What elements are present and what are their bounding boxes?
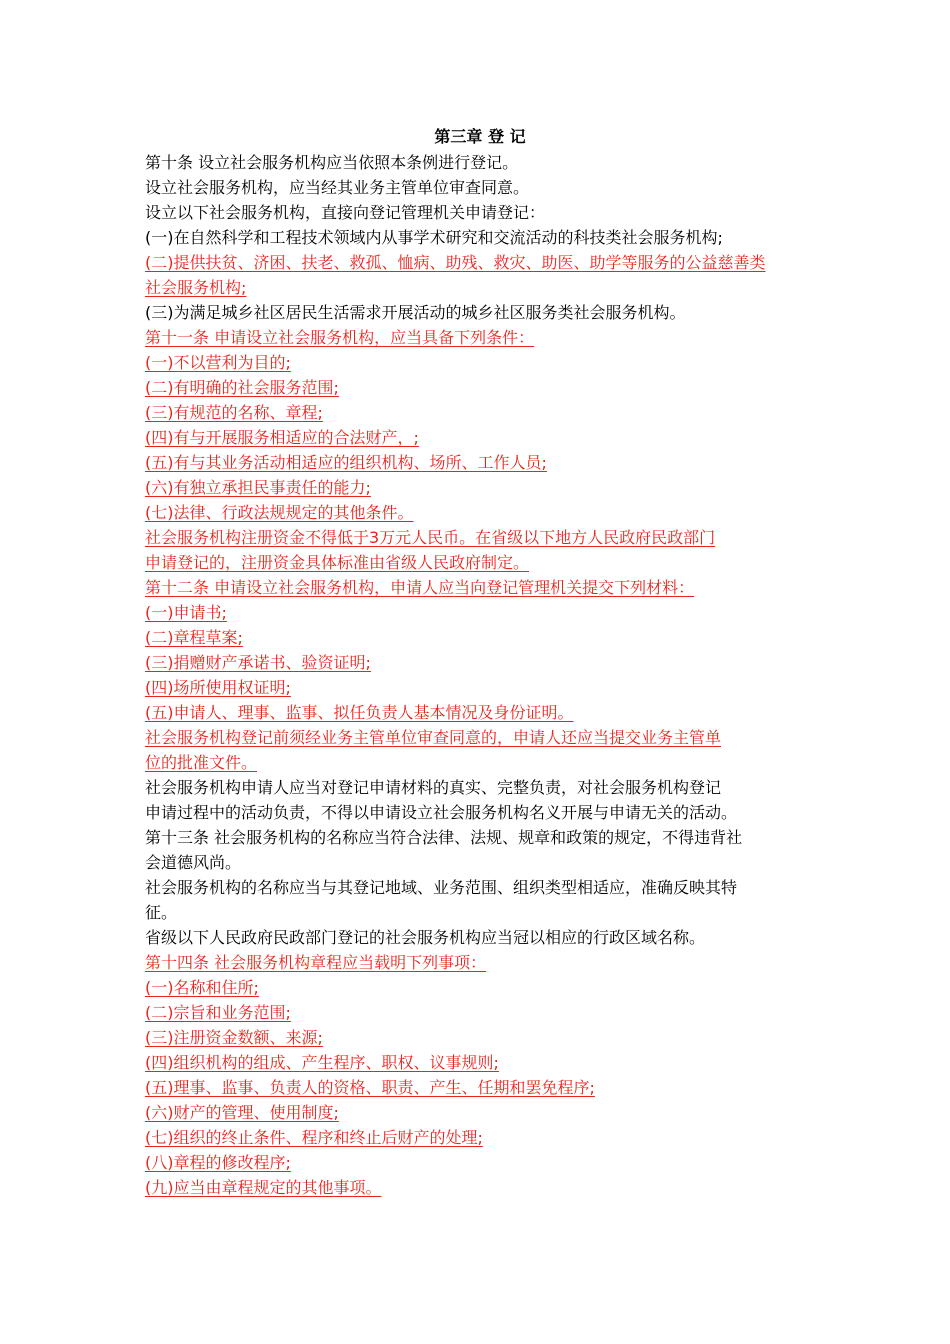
line-text: (二)有明确的社会服务范围; (145, 378, 339, 397)
highlighted-text-line (145, 625, 815, 650)
line-text: (三)为满足城乡社区居民生活需求开展活动的城乡社区服务类社会服务机构。 (145, 303, 686, 322)
text-line (145, 800, 815, 825)
line-text: (四)有与开展服务相适应的合法财产，; (145, 428, 419, 447)
line-text: (五)有与其业务活动相适应的组织机构、场所、工作人员; (145, 453, 547, 472)
text-line (145, 300, 815, 325)
text-line (145, 200, 815, 225)
line-text: 第十一条 申请设立社会服务机构，应当具备下列条件： (145, 328, 535, 347)
highlighted-text-line (145, 275, 815, 300)
line-text: (三)注册资金数额、来源; (145, 1028, 323, 1047)
line-text: (三)有规范的名称、章程; (145, 403, 323, 422)
line-text: (三)捐赠财产承诺书、验资证明; (145, 653, 371, 672)
text-line (145, 175, 815, 200)
document-body (145, 150, 815, 1200)
line-text: 第十二条 申请设立社会服务机构，申请人应当向登记管理机关提交下列材料： (145, 578, 695, 597)
line-text: (一)申请书; (145, 603, 227, 622)
line-text: 社会服务机构; (145, 278, 247, 297)
line-text: (一)名称和住所; (145, 978, 259, 997)
highlighted-text-line (145, 1075, 815, 1100)
highlighted-text-line (145, 1100, 815, 1125)
line-text: 设立社会服务机构，应当经其业务主管单位审查同意。 (145, 178, 530, 197)
text-line (145, 150, 815, 175)
line-text: 会道德风尚。 (145, 853, 242, 872)
line-text: 社会服务机构的名称应当与其登记地域、业务范围、组织类型相适应，准确反映其特 (145, 878, 738, 897)
text-line (145, 875, 815, 900)
text-line (145, 925, 815, 950)
text-line (145, 850, 815, 875)
line-text: 社会服务机构申请人应当对登记申请材料的真实、完整负责，对社会服务机构登记 (145, 778, 722, 797)
highlighted-text-line (145, 375, 815, 400)
line-text: (二)提供扶贫、济困、扶老、救孤、恤病、助残、救灾、助医、助学等服务的公益慈善类 (145, 253, 766, 272)
line-text: 社会服务机构注册资金不得低于3万元人民币。在省级以下地方人民政府民政部门 (145, 528, 716, 547)
line-text: (六)有独立承担民事责任的能力; (145, 478, 371, 497)
line-text: 申请过程中的活动负责，不得以申请设立社会服务机构名义开展与申请无关的活动。 (145, 803, 738, 822)
document-page (145, 124, 815, 1200)
highlighted-text-line (145, 675, 815, 700)
line-text: 社会服务机构登记前须经业务主管单位审查同意的，申请人还应当提交业务主管单 (145, 728, 722, 747)
highlighted-text-line (145, 750, 815, 775)
highlighted-text-line (145, 350, 815, 375)
highlighted-text-line (145, 600, 815, 625)
highlighted-text-line (145, 725, 815, 750)
highlighted-text-line (145, 700, 815, 725)
line-text: 第十条 设立社会服务机构应当依照本条例进行登记。 (145, 153, 519, 172)
line-text: 设立以下社会服务机构，直接向登记管理机关申请登记： (145, 203, 546, 222)
highlighted-text-line (145, 325, 815, 350)
highlighted-text-line (145, 400, 815, 425)
line-text: (五)申请人、理事、监事、拟任负责人基本情况及身份证明。 (145, 703, 574, 722)
highlighted-text-line (145, 1025, 815, 1050)
highlighted-text-line (145, 550, 815, 575)
chapter-title: 第三章 登 记 (434, 127, 526, 146)
line-text: (四)场所使用权证明; (145, 678, 291, 697)
highlighted-text-line (145, 1175, 815, 1200)
text-line (145, 825, 815, 850)
line-text: 位的批准文件。 (145, 753, 258, 772)
highlighted-text-line (145, 1150, 815, 1175)
line-text: (五)理事、监事、负责人的资格、职责、产生、任期和罢免程序; (145, 1078, 595, 1097)
line-text: (二)章程草案; (145, 628, 243, 647)
line-text: (七)法律、行政法规规定的其他条件。 (145, 503, 414, 522)
line-text: 征。 (145, 903, 178, 922)
line-text: (六)财产的管理、使用制度; (145, 1103, 339, 1122)
highlighted-text-line (145, 475, 815, 500)
highlighted-text-line (145, 1050, 815, 1075)
line-text: (一)在自然科学和工程技术领域内从事学术研究和交流活动的科技类社会服务机构; (145, 228, 723, 247)
line-text: 申请登记的，注册资金具体标准由省级人民政府制定。 (145, 553, 530, 572)
highlighted-text-line (145, 950, 815, 975)
text-line (145, 900, 815, 925)
highlighted-text-line (145, 1125, 815, 1150)
highlighted-text-line (145, 525, 815, 550)
text-line (145, 775, 815, 800)
line-text: 省级以下人民政府民政部门登记的社会服务机构应当冠以相应的行政区域名称。 (145, 928, 706, 947)
highlighted-text-line (145, 650, 815, 675)
line-text: (八)章程的修改程序; (145, 1153, 291, 1172)
highlighted-text-line (145, 975, 815, 1000)
highlighted-text-line (145, 1000, 815, 1025)
highlighted-text-line (145, 575, 815, 600)
line-text: (九)应当由章程规定的其他事项。 (145, 1178, 382, 1197)
highlighted-text-line (145, 500, 815, 525)
text-line (145, 225, 815, 250)
line-text: (二)宗旨和业务范围; (145, 1003, 291, 1022)
highlighted-text-line (145, 250, 815, 275)
line-text: 第十四条 社会服务机构章程应当载明下列事项： (145, 953, 487, 972)
highlighted-text-line (145, 425, 815, 450)
highlighted-text-line (145, 450, 815, 475)
line-text: 第十三条 社会服务机构的名称应当符合法律、法规、规章和政策的规定，不得违背社 (145, 828, 743, 847)
line-text: (一)不以营利为目的; (145, 353, 291, 372)
line-text: (七)组织的终止条件、程序和终止后财产的处理; (145, 1128, 483, 1147)
line-text: (四)组织机构的组成、产生程序、职权、议事规则; (145, 1053, 499, 1072)
